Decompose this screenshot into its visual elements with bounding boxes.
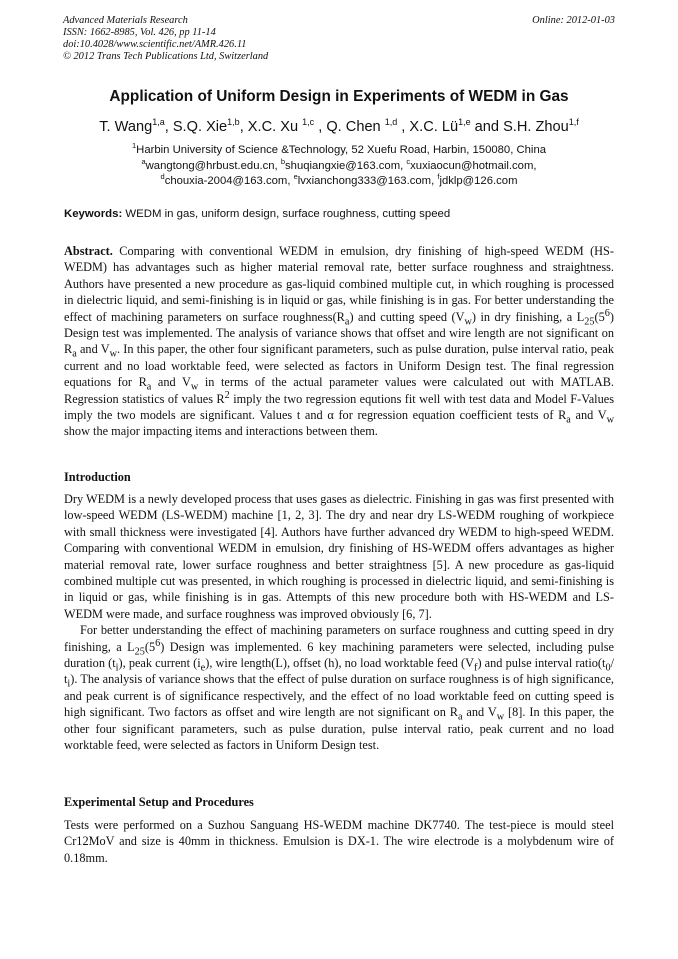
- doi-line: doi:10.4028/www.scientific.net/AMR.426.11: [63, 39, 247, 50]
- paragraph-text: ), peak current (i: [118, 656, 201, 671]
- subscript: 0: [605, 662, 611, 674]
- author-affiliation-mark: 1,b: [227, 117, 240, 128]
- author-name: X.C. Xu: [247, 119, 303, 135]
- abstract-text: . In this paper, the other four significant parameters, such as pulse duration, pulse interval ratio, peak current and no load worktable feed, were selected as factors in Uniform Design test. The final regression equations for R: [64, 342, 614, 390]
- paragraph-text: ). The analysis of variance shows that the effect of pulse duration on surface roughness is of high significance, and peak current is of significance respectively, and the effect of no load worktable feed on cutting speed is high significant. Two factors as offset and wire length are not significant on R: [64, 672, 614, 720]
- subscript: a: [344, 316, 350, 328]
- abstract-text: in terms of the actual parameter values were calculated out with MATLAB. Regression statistics of values R: [64, 375, 614, 406]
- subscript: a: [146, 381, 152, 393]
- paragraph-text: ) and pulse interval ratio(t: [477, 656, 606, 671]
- paragraph-text: ), wire length(L), offset (h), no load worktable feed (V: [205, 656, 475, 671]
- affiliation-line: [0, 143, 678, 159]
- online-date: Online: 2012-01-03: [532, 15, 615, 26]
- paper-title: Application of Uniform Design in Experiments of WEDM in Gas: [109, 88, 569, 105]
- subscript: e: [200, 662, 206, 674]
- paragraph-text: ) Design was implemented. 6 key machining parameters were selected, including pulse duration (t: [64, 639, 614, 671]
- superscript: 6: [604, 307, 610, 319]
- email-mark: b: [280, 156, 286, 166]
- author-affiliation-mark: 1,f: [568, 117, 579, 128]
- author-affiliation-mark: 1,a: [152, 117, 165, 128]
- subscript: i: [67, 678, 71, 690]
- abstract-paragraph: [64, 243, 614, 440]
- email-mark: a: [141, 156, 146, 166]
- subscript: w: [190, 381, 199, 393]
- author-affiliation-mark: 1,e: [458, 117, 471, 128]
- email-mark: d: [160, 172, 165, 182]
- author-name: S.Q. Xie: [172, 119, 228, 135]
- email-address: xuxiaocun@hotmail.com,: [410, 159, 537, 172]
- abstract-text: ) Design test was implemented. The analysis of variance shows that offset and wire length are not significant on R: [64, 309, 614, 357]
- email-address: jdklp@126.com: [439, 175, 518, 187]
- keywords-line: [64, 208, 450, 220]
- superscript: 2: [224, 389, 230, 401]
- abstract-label: Abstract.: [64, 244, 113, 258]
- author-affiliation-mark: 1,c: [302, 117, 315, 128]
- author-separator: ,: [397, 119, 410, 135]
- section-heading-experimental: Experimental Setup and Procedures: [64, 795, 254, 809]
- abstract-text: show the major impacting items and interactions between them.: [64, 424, 378, 439]
- author-separator: ,: [314, 119, 327, 135]
- email-address: lvxianchong333@163.com,: [297, 175, 438, 187]
- subscript: a: [566, 414, 571, 426]
- email-line: [0, 174, 678, 190]
- subscript: 25: [134, 646, 145, 658]
- paragraph-text: (5: [144, 639, 156, 654]
- subscript: w: [464, 316, 472, 328]
- author-list: [0, 119, 678, 135]
- journal-name: Advanced Materials Research: [63, 15, 188, 26]
- email-line: [0, 156, 678, 175]
- affiliation-block: [0, 143, 678, 190]
- keywords-label: Keywords:: [64, 208, 123, 220]
- paragraph-text: and V: [462, 705, 497, 720]
- author-name: S.H. Zhou: [503, 119, 569, 135]
- subscript: a: [72, 348, 77, 360]
- subscript: w: [496, 711, 505, 723]
- issn-line: ISSN: 1662-8985, Vol. 426, pp 11-14: [63, 27, 216, 38]
- author-separator: ,: [239, 119, 248, 135]
- email-address: chouxia-2004@163.com,: [164, 175, 294, 187]
- email-address: wangtong@hrbust.edu.cn,: [145, 159, 281, 172]
- abstract-text: ) and cutting speed (V: [349, 309, 465, 324]
- author-separator: and: [470, 119, 504, 135]
- subscript: 25: [584, 316, 595, 328]
- abstract-text: and V: [76, 342, 110, 357]
- paragraph-text: For better understanding the effect of machining parameters on surface roughness and cutting speed in dry finishing, a L: [64, 623, 614, 654]
- author-name: X.C. Lü: [409, 119, 459, 135]
- email-mark: c: [406, 156, 411, 166]
- subscript: w: [109, 348, 117, 360]
- superscript: 6: [155, 637, 161, 649]
- author-name: T. Wang: [99, 119, 153, 135]
- abstract-text: Comparing with conventional WEDM in emulsion, dry finishing of high-speed WEDM (HS-WEDM) has advantages such as higher material removal rate, better surface roughness and straightness. Authors have presented a new procedure as gas-liquid combined multiple cut, in which roughing is processed in dielectric liquid, and semi-finishing is in liquid or gas, while finishing is in gas. For better understanding the effect of machining parameters on surface roughness(R: [64, 244, 614, 324]
- author-separator: ,: [164, 119, 173, 135]
- paragraph: [64, 622, 614, 753]
- email-mark: e: [293, 172, 298, 182]
- paragraph: Dry WEDM is a newly developed process that uses gases as dielectric. Finishing in gas was first presented with low-speed WEDM (LS-WEDM) machine [1, 2, 3]. The dry and near dry LS-WEDM roughing of workpiece with small thickness were investigated [4]. Authors have further advanced dry WEDM to high-speed WEDM. Comparing with conventional WEDM in emulsion, dry finishing of HS-WEDM offers advantages as higher material removal rate, lower surface roughness and better straightness [5]. A new procedure as gas-liquid combined multiple cut was presented, in which roughing is processed in dielectric liquid, and semi-finishing is in liquid or gas, while finishing is in gas. Attempts of this new procedure both with HS-WEDM and LS-WEDM were made, and surface roughness was improved obviously [6, 7].: [64, 492, 614, 621]
- email-mark: f: [437, 172, 440, 182]
- subscript: w: [606, 414, 614, 426]
- paragraph-text: [8]. In this paper, the other four significant parameters, such as pulse duration, pulse interval ratio, peak current and no load worktable feed, were selected as factors in Uniform Design test.: [64, 705, 614, 753]
- abstract-text: (5: [594, 309, 605, 324]
- keywords-text: WEDM in gas, uniform design, surface roughness, cutting speed: [122, 208, 451, 220]
- copyright-line: © 2012 Trans Tech Publications Ltd, Switzerland: [63, 51, 269, 62]
- author-affiliation-mark: 1,d: [384, 117, 398, 128]
- abstract-text: ) in dry finishing, a L: [471, 309, 585, 324]
- subscript: i: [115, 662, 119, 674]
- paragraph-text: / t: [64, 656, 614, 687]
- abstract-text: and V: [570, 408, 607, 423]
- introduction-section: [64, 491, 614, 754]
- subscript: a: [457, 711, 463, 723]
- email-address: shuqiangxie@163.com,: [285, 159, 407, 172]
- experimental-paragraph: Tests were performed on a Suzhou Sanguang HS-WEDM machine DK7740. The test-piece is mould steel Cr12MoV and size is 40mm in thickness. Emulsion is DX-1. The wire electrode is a molybdenum wire of 0.18mm.: [64, 818, 614, 865]
- affiliation-mark: 1: [131, 141, 137, 151]
- abstract-text: and V: [151, 375, 191, 390]
- abstract-text: imply the two regression equtions fit well with test data and Model F-Values imply the two models are significant. Values t and α for regression equation coefficient tests of R: [64, 391, 614, 423]
- section-heading-introduction: Introduction: [64, 470, 131, 484]
- author-name: Q. Chen: [326, 119, 385, 135]
- affiliation-text: Harbin University of Science &Technology, 52 Xuefu Road, Harbin, 150080, China: [136, 144, 547, 156]
- journal-header: [63, 15, 268, 63]
- subscript: f: [474, 662, 478, 674]
